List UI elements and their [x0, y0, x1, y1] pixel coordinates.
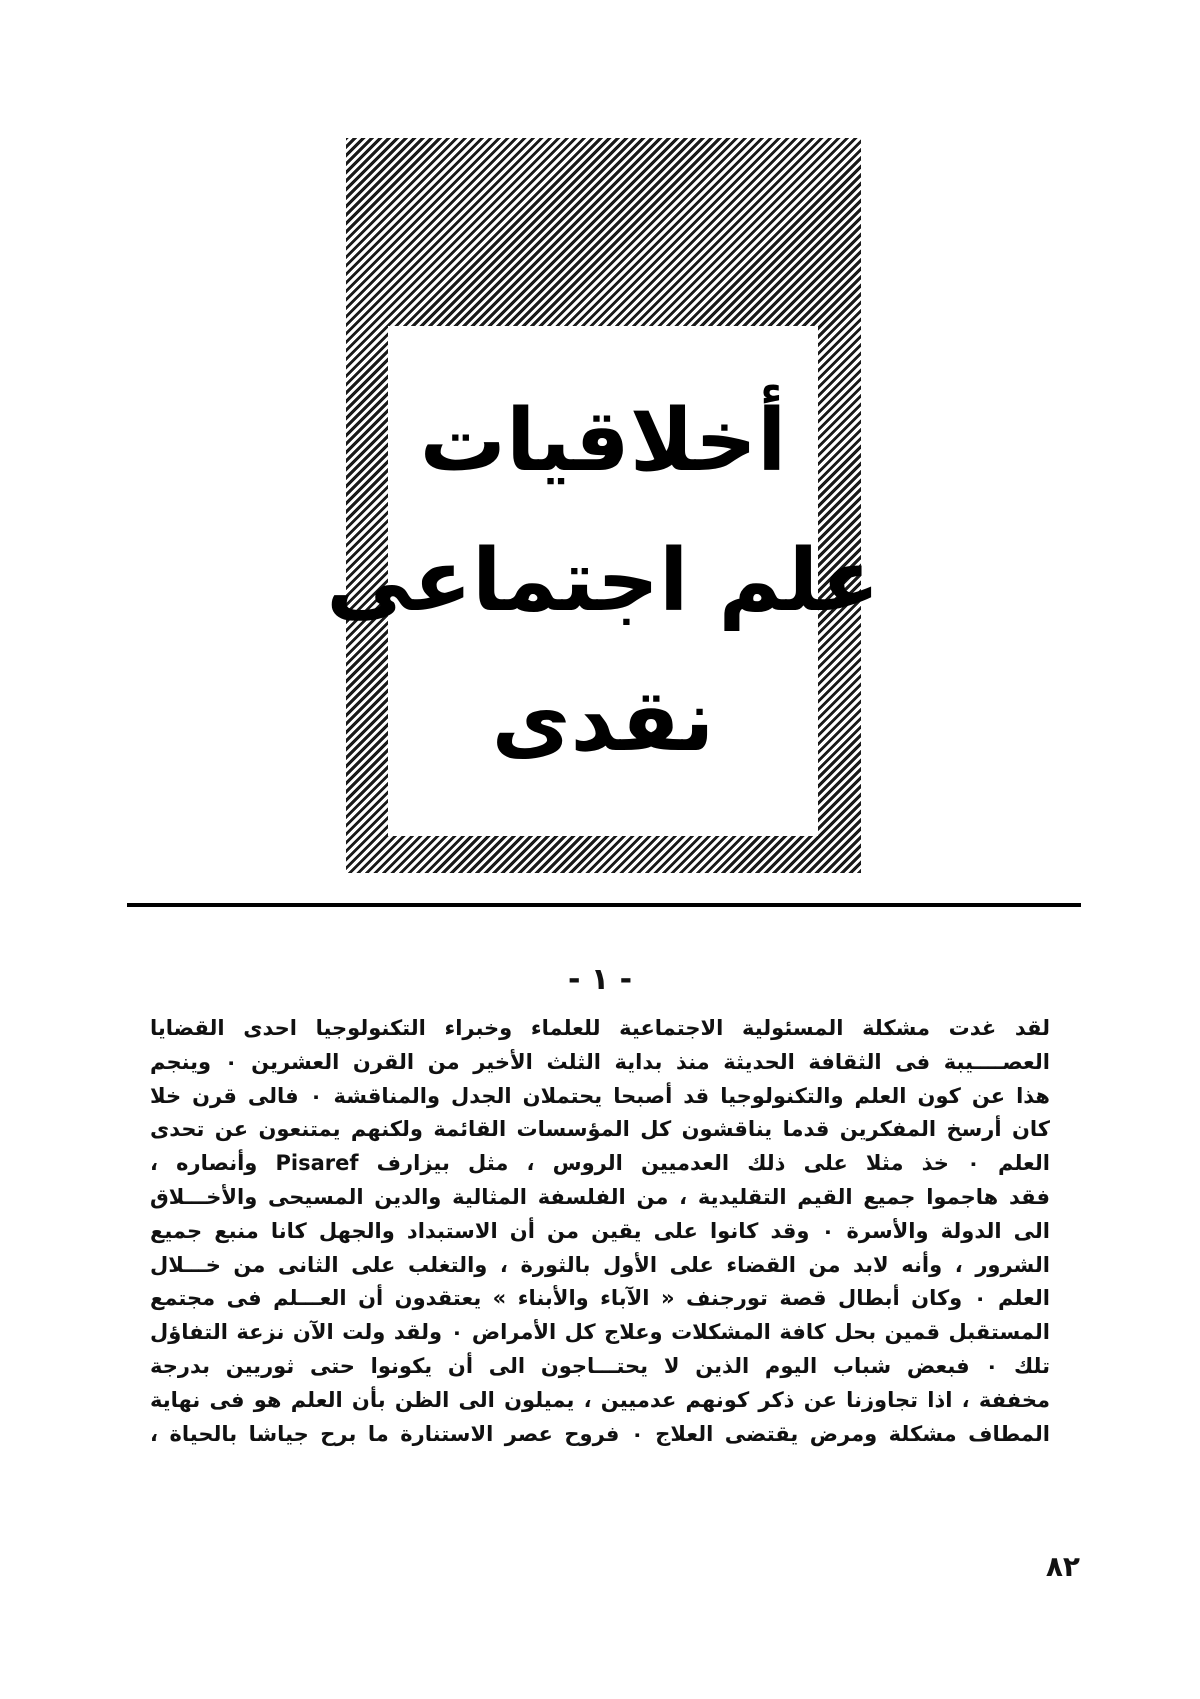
section-number: - ١ - — [567, 962, 633, 997]
text-line: هذا عن كون العلم والتكنولوجيا قد أصبحا يحتملان الجدل والمناقشة ٠ فالى قرن خلا — [150, 1083, 1050, 1108]
text-line: تلك ٠ فبعض شباب اليوم الذين لا يحتـــاجون الى أن يكونوا حتى ثوريين بدرجة — [150, 1353, 1050, 1378]
title-box — [326, 326, 880, 836]
title-line-3: نقدى — [491, 671, 715, 771]
text-line: الى الدولة والأسرة ٠ وقد كانوا على يقين من أن الاستبداد والجهل كانا منبع جميع — [150, 1218, 1050, 1243]
text-line: مخففة ، اذا تجاوزنا عن ذكر كونهم عدميين ، يميلون الى الظن بأن العلم هو فى نهاية — [150, 1387, 1050, 1412]
text-line: الشرور ، وأنه لابد من القضاء على الأول بالثورة ، والتغلب على الثانى من خـــلال — [150, 1252, 1050, 1277]
text-line: فقد هاجموا جميع القيم التقليدية ، من الفلسفة المثالية والدين المسيحى والأخـــلاق — [150, 1184, 1050, 1209]
text-line: العلم ٠ وكان أبطال قصة تورجنف « الآباء والأبناء » يعتقدون أن العـــلم فى مجتمع — [150, 1286, 1050, 1311]
text-line: المستقبل قمين بحل كافة المشكلات وعلاج كل الأمراض ٠ ولقد ولت الآن نزعة التفاؤل — [150, 1320, 1050, 1345]
page-number: ٨٢ — [1045, 1550, 1080, 1583]
text-line: العصــــيبة فى الثقافة الحديثة منذ بداية الثلث الأخير من القرن العشرين ٠ وينجم — [150, 1049, 1050, 1074]
body-paragraph — [150, 1012, 1050, 1451]
title-line-1: أخلاقيات — [419, 391, 787, 491]
title-line-2: علم اجتماعى — [326, 531, 880, 631]
text-line: العلم ٠ خذ مثلا على ذلك العدميين الروس ، مثل بيزارف Pisaref وأنصاره ، — [150, 1151, 1050, 1176]
horizontal-divider — [127, 903, 1081, 907]
text-line: المطاف مشكلة ومرض يقتضى العلاج ٠ فروح عصر الاستنارة ما برح جياشا بالحياة ، — [150, 1421, 1050, 1446]
text-line: كان أرسخ المفكرين قدما يناقشون كل المؤسسات القائمة ولكنهم يمتنعون عن تحدى — [150, 1117, 1050, 1142]
title-frame — [326, 138, 880, 873]
text-line: لقد غدت مشكلة المسئولية الاجتماعية للعلماء وخبراء التكنولوجيا احدى القضايا — [150, 1016, 1050, 1040]
